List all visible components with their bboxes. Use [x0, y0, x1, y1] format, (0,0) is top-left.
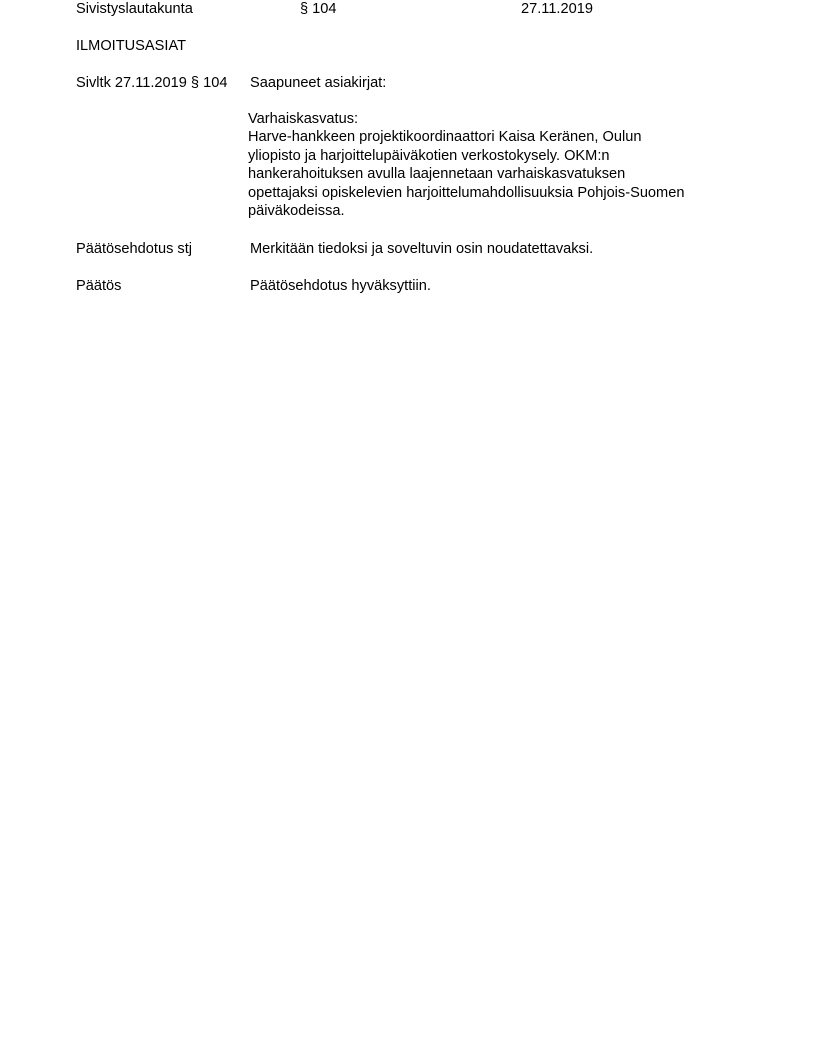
item-line: Harve-hankkeen projektikoordinaattori Kaisa Keränen, Oulun	[248, 129, 642, 146]
item-line: päiväkodeissa.	[248, 203, 345, 220]
decision-label: Päätös	[76, 278, 122, 294]
decision-text: Päätösehdotus hyväksyttiin.	[250, 278, 431, 294]
item-heading: Varhaiskasvatus:	[248, 111, 359, 127]
document-title: ILMOITUSASIAT	[76, 38, 187, 54]
item-line: opettajaksi opiskelevien harjoittelumahdollisuuksia Pohjois-Suomen	[248, 184, 685, 201]
reference-text: Saapuneet asiakirjat:	[250, 75, 387, 91]
item-body	[248, 110, 748, 220]
meeting-date: 27.11.2019	[521, 1, 593, 17]
section-number: § 104	[300, 1, 337, 17]
item-line: hankerahoituksen avulla laajennetaan varhaiskasvatuksen	[248, 166, 626, 183]
proposal-text: Merkitään tiedoksi ja soveltuvin osin noudatettavaksi.	[250, 241, 594, 257]
reference-label: Sivltk 27.11.2019 § 104	[76, 75, 228, 91]
proposal-label: Päätösehdotus stj	[76, 241, 193, 257]
item-line: yliopisto ja harjoittelupäiväkotien verkostokysely. OKM:n	[248, 147, 610, 164]
organization-name: Sivistyslautakunta	[76, 1, 193, 17]
